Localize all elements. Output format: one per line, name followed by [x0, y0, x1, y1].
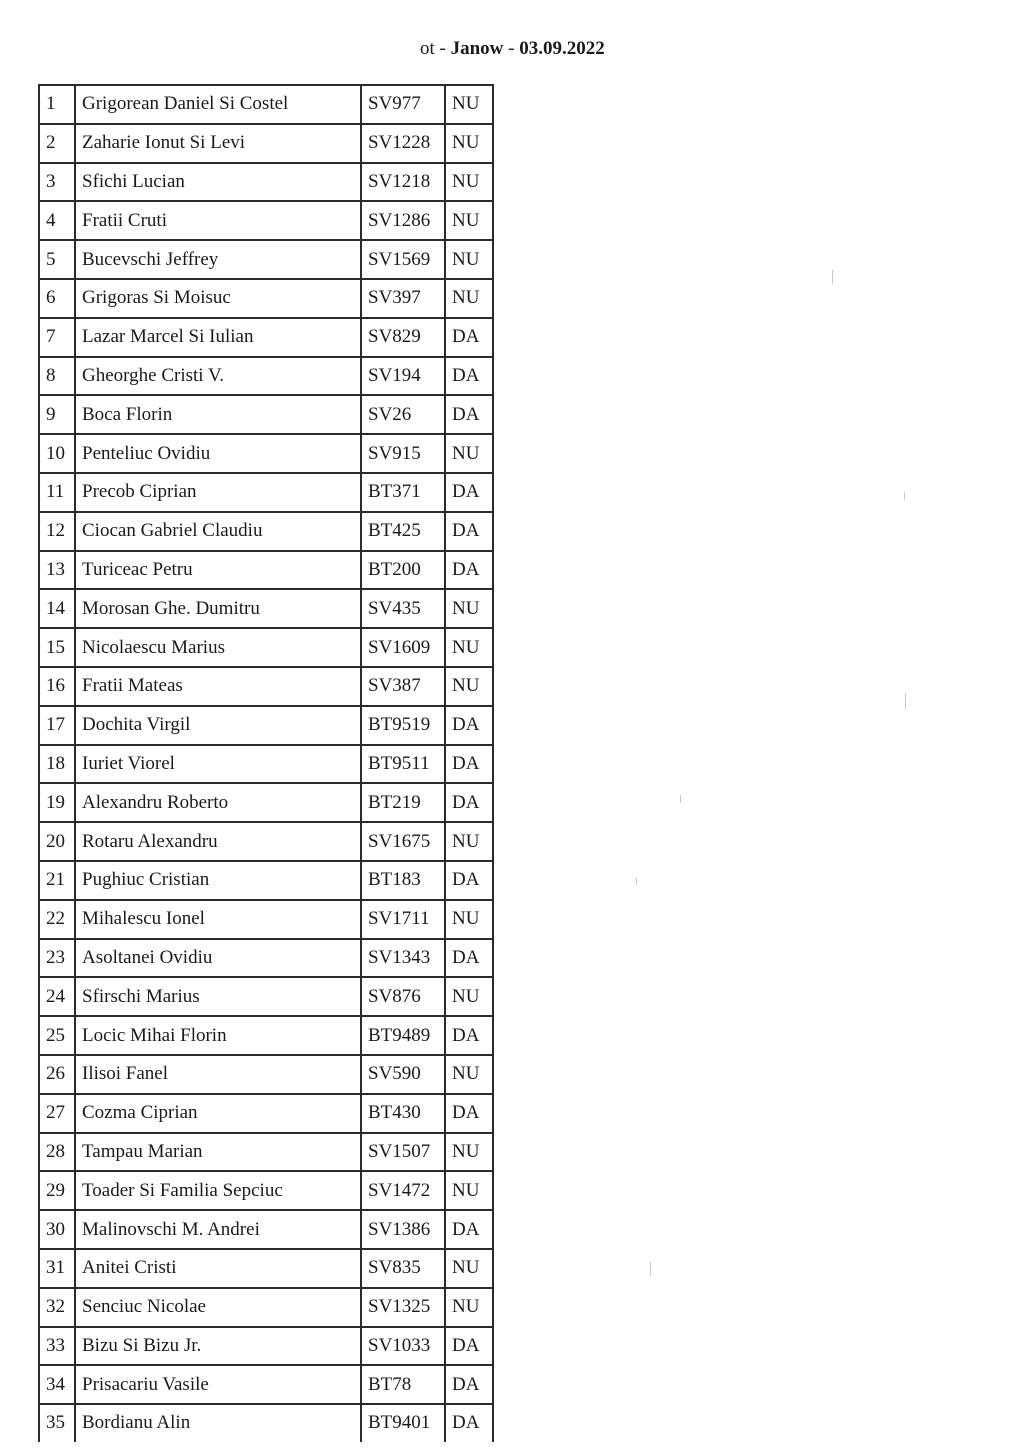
- row-number: 20: [39, 822, 75, 861]
- row-code: SV397: [361, 279, 445, 318]
- row-name: Toader Si Familia Sepciuc: [75, 1171, 361, 1210]
- table-row: [39, 551, 493, 590]
- row-answer: NU: [445, 628, 493, 667]
- row-number: 24: [39, 977, 75, 1016]
- row-name: Boca Florin: [75, 395, 361, 434]
- row-number: 9: [39, 395, 75, 434]
- page-title: [420, 38, 605, 60]
- row-number: 21: [39, 861, 75, 900]
- results-table: [38, 84, 494, 1442]
- row-code: BT425: [361, 512, 445, 551]
- table-row: [39, 628, 493, 667]
- row-name: Tampau Marian: [75, 1133, 361, 1172]
- row-code: SV829: [361, 318, 445, 357]
- row-number: 32: [39, 1288, 75, 1327]
- row-name: Penteliuc Ovidiu: [75, 434, 361, 473]
- title-date: 03.09.2022: [519, 38, 605, 59]
- row-number: 31: [39, 1249, 75, 1288]
- row-answer: NU: [445, 977, 493, 1016]
- scan-speck: [680, 795, 681, 803]
- row-answer: NU: [445, 900, 493, 939]
- row-answer: NU: [445, 240, 493, 279]
- row-number: 13: [39, 551, 75, 590]
- row-number: 29: [39, 1171, 75, 1210]
- row-name: Morosan Ghe. Dumitru: [75, 589, 361, 628]
- row-number: 17: [39, 706, 75, 745]
- row-number: 6: [39, 279, 75, 318]
- row-code: SV194: [361, 357, 445, 396]
- row-number: 26: [39, 1055, 75, 1094]
- row-name: Ciocan Gabriel Claudiu: [75, 512, 361, 551]
- row-number: 33: [39, 1327, 75, 1366]
- row-number: 30: [39, 1210, 75, 1249]
- table-row: [39, 163, 493, 202]
- row-code: SV435: [361, 589, 445, 628]
- row-name: Bucevschi Jeffrey: [75, 240, 361, 279]
- table-row: [39, 85, 493, 124]
- row-name: Cozma Ciprian: [75, 1094, 361, 1133]
- row-number: 27: [39, 1094, 75, 1133]
- row-name: Grigorean Daniel Si Costel: [75, 85, 361, 124]
- row-number: 2: [39, 124, 75, 163]
- row-name: Fratii Mateas: [75, 667, 361, 706]
- table-row: [39, 977, 493, 1016]
- row-answer: NU: [445, 85, 493, 124]
- row-answer: DA: [445, 395, 493, 434]
- row-code: SV1472: [361, 1171, 445, 1210]
- table-row: [39, 1133, 493, 1172]
- row-name: Lazar Marcel Si Iulian: [75, 318, 361, 357]
- row-code: BT200: [361, 551, 445, 590]
- row-answer: DA: [445, 1094, 493, 1133]
- row-answer: DA: [452, 1412, 480, 1434]
- row-code: BT371: [361, 473, 445, 512]
- row-code: BT183: [361, 861, 445, 900]
- row-answer: DA: [445, 512, 493, 551]
- table-row: [39, 939, 493, 978]
- scan-speck: [636, 878, 637, 885]
- row-name: Turiceac Petru: [75, 551, 361, 590]
- row-answer: NU: [445, 1171, 493, 1210]
- table-row: [39, 900, 493, 939]
- row-answer: DA: [445, 1327, 493, 1366]
- row-answer: NU: [445, 434, 493, 473]
- table-row: [39, 1249, 493, 1288]
- row-name: Precob Ciprian: [75, 473, 361, 512]
- table-row: [39, 240, 493, 279]
- table-row: [39, 783, 493, 822]
- row-name: Sfichi Lucian: [75, 163, 361, 202]
- table-row: [39, 318, 493, 357]
- row-name: Iuriet Viorel: [75, 745, 361, 784]
- row-answer: DA: [445, 357, 493, 396]
- scan-speck: [650, 1262, 651, 1276]
- row-code: SV1033: [361, 1327, 445, 1366]
- table-row: [39, 279, 493, 318]
- row-answer: DA: [445, 1016, 493, 1055]
- row-answer: DA: [445, 861, 493, 900]
- row-code: BT9511: [361, 745, 445, 784]
- row-name: Alexandru Roberto: [75, 783, 361, 822]
- row-answer: DA: [445, 473, 493, 512]
- row-name: Bordianu Alin: [75, 1404, 361, 1442]
- row-number: 15: [39, 628, 75, 667]
- row-answer: NU: [445, 589, 493, 628]
- row-code: SV1386: [361, 1210, 445, 1249]
- title-prefix: ot -: [420, 38, 446, 59]
- row-name: Dochita Virgil: [75, 706, 361, 745]
- row-number: 4: [39, 201, 75, 240]
- row-answer: NU: [445, 822, 493, 861]
- table-row: [39, 1327, 493, 1366]
- table-row: [39, 861, 493, 900]
- scan-speck: [832, 270, 833, 284]
- row-answer: NU: [445, 163, 493, 202]
- row-number: 12: [39, 512, 75, 551]
- row-answer: DA: [445, 939, 493, 978]
- row-number: 34: [39, 1365, 75, 1404]
- row-code: BT9489: [361, 1016, 445, 1055]
- row-code: SV835: [361, 1249, 445, 1288]
- row-code: SV1325: [361, 1288, 445, 1327]
- table-row: [39, 1094, 493, 1133]
- row-code: SV1218: [361, 163, 445, 202]
- table-row: [39, 512, 493, 551]
- row-name: Locic Mihai Florin: [75, 1016, 361, 1055]
- scan-speck: [905, 693, 906, 709]
- row-name: Asoltanei Ovidiu: [75, 939, 361, 978]
- row-number: 10: [39, 434, 75, 473]
- row-answer: NU: [445, 124, 493, 163]
- table-row: [39, 434, 493, 473]
- row-code: BT9519: [361, 706, 445, 745]
- row-answer: DA: [445, 783, 493, 822]
- row-code: SV915: [361, 434, 445, 473]
- row-code: SV26: [361, 395, 445, 434]
- row-answer: NU: [445, 201, 493, 240]
- scan-speck: [904, 492, 905, 500]
- row-code: BT430: [361, 1094, 445, 1133]
- row-answer: NU: [445, 1133, 493, 1172]
- row-name: Sfirschi Marius: [75, 977, 361, 1016]
- row-number: 28: [39, 1133, 75, 1172]
- row-name: Fratii Cruti: [75, 201, 361, 240]
- row-name: Anitei Cristi: [75, 1249, 361, 1288]
- row-code: SV590: [361, 1055, 445, 1094]
- table-row: [39, 1210, 493, 1249]
- row-answer: DA: [445, 1210, 493, 1249]
- row-number: 8: [39, 357, 75, 396]
- row-answer: DA: [445, 551, 493, 590]
- row-answer: NU: [445, 279, 493, 318]
- row-code: BT78: [361, 1365, 445, 1404]
- row-code: SV1569: [361, 240, 445, 279]
- row-number: 25: [39, 1016, 75, 1055]
- table-row: [39, 1171, 493, 1210]
- table-row: [39, 589, 493, 628]
- row-number: 18: [39, 745, 75, 784]
- table-row: [39, 1404, 493, 1442]
- table-row: [39, 357, 493, 396]
- row-name: Senciuc Nicolae: [75, 1288, 361, 1327]
- row-number: 22: [39, 900, 75, 939]
- row-number: 7: [39, 318, 75, 357]
- results-table-body: [39, 85, 493, 1442]
- table-row: [39, 124, 493, 163]
- row-code: SV1228: [361, 124, 445, 163]
- row-code: BT219: [361, 783, 445, 822]
- row-name: Mihalescu Ionel: [75, 900, 361, 939]
- row-name: Pughiuc Cristian: [75, 861, 361, 900]
- table-row: [39, 473, 493, 512]
- table-row: [39, 1288, 493, 1327]
- row-name: Bizu Si Bizu Jr.: [75, 1327, 361, 1366]
- row-number: 3: [39, 163, 75, 202]
- row-answer: DA: [445, 745, 493, 784]
- table-row: [39, 822, 493, 861]
- row-answer: NU: [445, 1249, 493, 1288]
- table-row: [39, 395, 493, 434]
- row-number: 14: [39, 589, 75, 628]
- table-row: [39, 667, 493, 706]
- row-number: 23: [39, 939, 75, 978]
- row-code: SV1286: [361, 201, 445, 240]
- row-number: 19: [39, 783, 75, 822]
- row-code: SV1711: [361, 900, 445, 939]
- row-name: Zaharie Ionut Si Levi: [75, 124, 361, 163]
- row-code: SV1343: [361, 939, 445, 978]
- row-name: Prisacariu Vasile: [75, 1365, 361, 1404]
- row-number: 11: [39, 473, 75, 512]
- table-row: [39, 745, 493, 784]
- table-row: [39, 201, 493, 240]
- row-code: SV876: [361, 977, 445, 1016]
- row-name: Ilisoi Fanel: [75, 1055, 361, 1094]
- table-row: [39, 1365, 493, 1404]
- title-separator: -: [508, 38, 515, 59]
- table-row: [39, 1055, 493, 1094]
- row-number: 5: [39, 240, 75, 279]
- row-code: BT9401: [361, 1404, 445, 1442]
- table-row: [39, 706, 493, 745]
- row-number: 35: [39, 1404, 75, 1442]
- row-answer: NU: [445, 1055, 493, 1094]
- row-answer: NU: [445, 667, 493, 706]
- row-answer: DA: [445, 318, 493, 357]
- row-answer: DA: [445, 1365, 493, 1404]
- row-name: Grigoras Si Moisuc: [75, 279, 361, 318]
- row-name: Gheorghe Cristi V.: [75, 357, 361, 396]
- row-name: Malinovschi M. Andrei: [75, 1210, 361, 1249]
- title-place: Janow: [450, 38, 504, 59]
- row-code: SV1507: [361, 1133, 445, 1172]
- row-answer: NU: [445, 1288, 493, 1327]
- row-name: Rotaru Alexandru: [75, 822, 361, 861]
- row-number: 16: [39, 667, 75, 706]
- row-name: Nicolaescu Marius: [75, 628, 361, 667]
- row-number: 1: [39, 85, 75, 124]
- row-code: SV1675: [361, 822, 445, 861]
- row-code: SV1609: [361, 628, 445, 667]
- row-code: SV387: [361, 667, 445, 706]
- row-answer: DA: [445, 706, 493, 745]
- row-code: SV977: [361, 85, 445, 124]
- table-row: [39, 1016, 493, 1055]
